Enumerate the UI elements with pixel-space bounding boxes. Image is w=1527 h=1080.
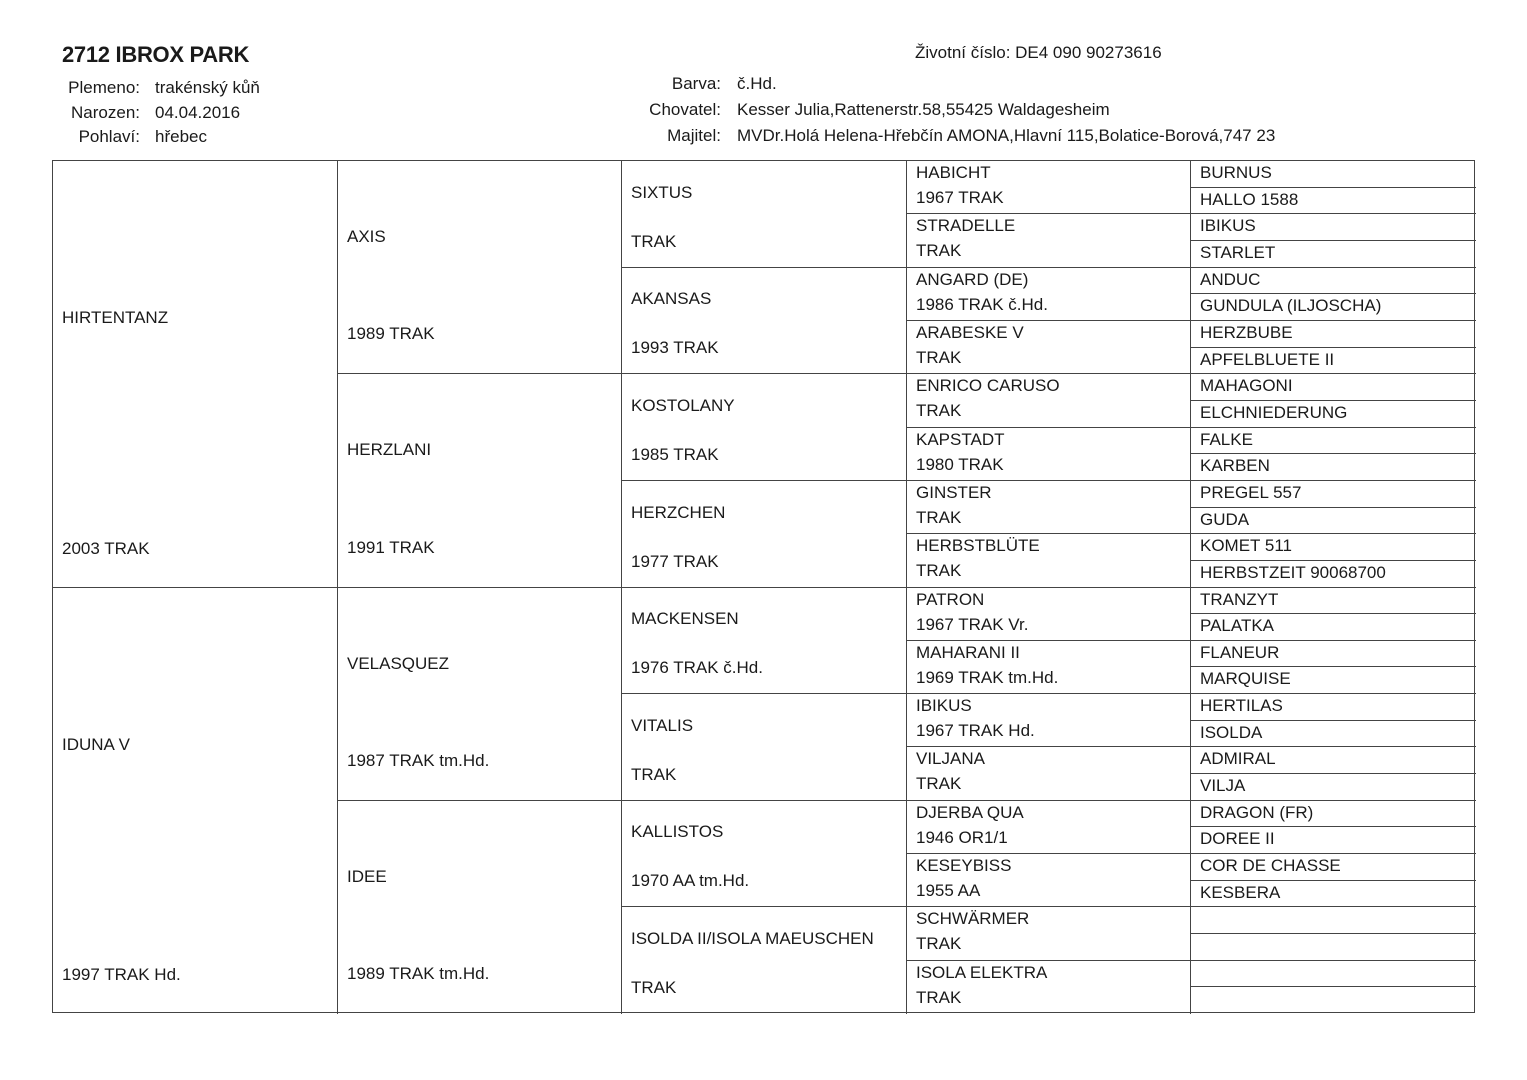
ancestor-gen5-cell (1191, 428, 1476, 454)
color-value: č.Hd. (737, 74, 777, 93)
ancestor-gen5-cell (1191, 961, 1476, 987)
ancestor-gen4-cell (907, 694, 1191, 747)
ancestor-gen2-cell (338, 374, 622, 588)
ancestor-gen5-cell (1191, 588, 1476, 614)
horse-detail: TRAK (631, 231, 677, 251)
horse-name: AXIS (347, 226, 386, 246)
ancestor-gen5-cell (1191, 827, 1476, 854)
ancestor-gen4-cell (907, 321, 1191, 374)
horse-detail: 1969 TRAK tm.Hd. (916, 667, 1059, 687)
ancestor-gen5-cell (1191, 321, 1476, 348)
horse-name: KESBERA (1200, 883, 1281, 902)
horse-detail: 1991 TRAK (347, 538, 435, 558)
horse-name: ISOLA ELEKTRA (916, 963, 1048, 982)
horse-detail: 1976 TRAK č.Hd. (631, 658, 763, 678)
owner-label: Majitel: (667, 126, 721, 145)
ancestor-gen5-cell (1191, 294, 1476, 321)
horse-name: KESEYBISS (916, 856, 1012, 875)
horse-name: MAHARANI II (916, 643, 1020, 662)
horse-detail: 1986 TRAK č.Hd. (916, 294, 1048, 314)
ancestor-gen5-cell (1191, 374, 1476, 401)
horse-name: ANDUC (1200, 270, 1261, 289)
horse-detail: 1980 TRAK (916, 454, 1004, 474)
ancestor-gen4-cell (907, 268, 1191, 321)
ancestor-gen4-cell (907, 374, 1191, 428)
ancestor-gen1-cell (53, 161, 338, 588)
ancestor-gen4-cell (907, 641, 1191, 694)
ancestor-gen5-cell (1191, 907, 1476, 934)
born-value: 04.04.2016 (155, 103, 241, 122)
ancestor-gen3-cell (622, 801, 907, 907)
horse-name: ISOLDA (1200, 723, 1263, 742)
ancestor-gen5-cell (1191, 881, 1476, 907)
horse-detail: 1946 OR1/1 (916, 827, 1008, 847)
horse-name: ELCHNIEDERUNG (1200, 403, 1348, 422)
ancestor-gen5-cell (1191, 534, 1476, 561)
horse-name: KOMET 511 (1200, 536, 1292, 555)
horse-detail: 1977 TRAK (631, 551, 719, 571)
ancestor-gen3-cell (622, 481, 907, 588)
horse-detail: 1970 AA tm.Hd. (631, 871, 750, 891)
owner-value: MVDr.Holá Helena-Hřebčín AMONA,Hlavní 115,Bolatice-Borová,747 23 (737, 126, 1276, 145)
ancestor-gen5-cell (1191, 667, 1476, 694)
horse-detail: 1967 TRAK Vr. (916, 614, 1029, 634)
horse-name: VILJA (1200, 776, 1246, 795)
horse-name: VITALIS (631, 715, 694, 735)
ancestor-gen5-cell (1191, 348, 1476, 374)
horse-name: ADMIRAL (1200, 749, 1276, 768)
ancestor-gen3-cell (622, 161, 907, 268)
horse-name: PATRON (916, 590, 985, 609)
color-label: Barva: (671, 74, 721, 93)
horse-name: PREGEL 557 (1200, 483, 1302, 502)
horse-name: KARBEN (1200, 456, 1270, 475)
ancestor-gen5-cell (1191, 508, 1476, 534)
ancestor-gen5-cell (1191, 268, 1476, 294)
horse-detail: TRAK (916, 561, 962, 580)
horse-name: IDEE (347, 866, 387, 886)
horse-name: HERZCHEN (631, 502, 726, 522)
horse-detail: TRAK (916, 934, 962, 953)
horse-detail: TRAK (916, 774, 962, 793)
horse-detail: 1997 TRAK Hd. (62, 964, 181, 984)
horse-name: HERTILAS (1200, 696, 1283, 715)
horse-name: VELASQUEZ (347, 653, 450, 673)
pedigree-table (52, 160, 1475, 1013)
horse-detail: TRAK (631, 764, 677, 784)
horse-detail: TRAK (916, 241, 962, 260)
ancestor-gen2-cell (338, 588, 622, 801)
horse-name: MAHAGONI (1200, 376, 1293, 395)
horse-name: IDUNA V (62, 734, 131, 754)
horse-detail: 1985 TRAK (631, 444, 719, 464)
ancestor-gen3-cell (622, 268, 907, 374)
horse-name: APFELBLUETE II (1200, 350, 1335, 369)
horse-detail: TRAK (916, 507, 962, 527)
horse-name: DJERBA QUA (916, 803, 1024, 822)
ancestor-gen5-cell (1191, 161, 1476, 188)
ancestor-gen4-cell (907, 588, 1191, 641)
ancestor-gen4-cell (907, 428, 1191, 481)
ancestor-gen5-cell (1191, 614, 1476, 641)
horse-name: FALKE (1200, 430, 1253, 449)
ancestor-gen5-cell (1191, 721, 1476, 747)
horse-name: HABICHT (916, 163, 991, 182)
ancestor-gen3-cell (622, 907, 907, 1014)
ancestor-gen5-cell (1191, 641, 1476, 667)
horse-name: KOSTOLANY (631, 395, 735, 415)
ancestor-gen4-cell (907, 534, 1191, 588)
horse-name: GINSTER (916, 483, 992, 502)
horse-name: COR DE CHASSE (1200, 856, 1341, 875)
horse-name: ANGARD (DE) (916, 270, 1029, 289)
ancestor-gen5-cell (1191, 694, 1476, 721)
horse-name: MACKENSEN (631, 609, 739, 629)
horse-detail: TRAK (916, 401, 962, 420)
horse-name: ISOLDA II/ISOLA MAEUSCHEN (631, 928, 874, 948)
ancestor-gen5-cell (1191, 241, 1476, 268)
horse-detail: 1955 AA (916, 880, 981, 900)
ancestor-gen4-cell (907, 747, 1191, 801)
horse-detail: 1989 TRAK tm.Hd. (347, 964, 490, 984)
ancestor-gen3-cell (622, 374, 907, 481)
ancestor-gen5-cell (1191, 561, 1476, 588)
ancestor-gen5-cell (1191, 854, 1476, 881)
ancestor-gen2-cell (338, 801, 622, 1014)
ancestor-gen1-cell (53, 588, 338, 1014)
ancestor-gen5-cell (1191, 747, 1476, 774)
horse-detail: 1967 TRAK (916, 187, 1004, 207)
horse-detail: TRAK (631, 977, 677, 997)
horse-name: SCHWÄRMER (916, 909, 1030, 928)
horse-name: STRADELLE (916, 216, 1016, 235)
horse-name: AKANSAS (631, 289, 712, 309)
breeder-label: Chovatel: (649, 100, 721, 119)
horse-name: KAPSTADT (916, 430, 1005, 449)
breeder-value: Kesser Julia,Rattenerstr.58,55425 Waldagesheim (737, 100, 1110, 119)
horse-detail: 2003 TRAK (62, 538, 150, 558)
horse-name: HALLO 1588 (1200, 190, 1299, 209)
born-label: Narozen: (71, 103, 140, 122)
horse-name: HERBSTZEIT 90068700 (1200, 563, 1386, 582)
horse-name: FLANEUR (1200, 643, 1280, 662)
horse-name: SIXTUS (631, 182, 693, 202)
breed-label: Plemeno: (68, 78, 140, 97)
ancestor-gen4-cell (907, 854, 1191, 907)
ancestor-gen5-cell (1191, 481, 1476, 508)
ancestor-gen3-cell (622, 588, 907, 694)
horse-name: IBIKUS (916, 696, 972, 715)
horse-detail: 1993 TRAK (631, 338, 719, 358)
horse-name: IBIKUS (1200, 216, 1256, 235)
sex-value: hřebec (155, 127, 207, 146)
horse-name: HIRTENTANZ (62, 307, 169, 327)
ancestor-gen5-cell (1191, 214, 1476, 241)
ancestor-gen5-cell (1191, 934, 1476, 961)
horse-name: STARLET (1200, 243, 1276, 262)
horse-name: DOREE II (1200, 829, 1275, 848)
horse-detail: TRAK (916, 347, 962, 367)
horse-title: 2712 IBROX PARK (62, 42, 250, 67)
horse-name: DRAGON (FR) (1200, 803, 1314, 822)
horse-detail: 1967 TRAK Hd. (916, 720, 1035, 740)
life-number: Životní číslo: DE4 090 90273616 (915, 43, 1162, 62)
horse-name: PALATKA (1200, 616, 1275, 635)
horse-name: HERZLANI (347, 440, 432, 460)
ancestor-gen5-cell (1191, 454, 1476, 481)
breed-value: trakénský kůň (155, 78, 260, 97)
ancestor-gen4-cell (907, 961, 1191, 1014)
ancestor-gen4-cell (907, 214, 1191, 268)
horse-name: BURNUS (1200, 163, 1272, 182)
horse-name: HERBSTBLÜTE (916, 536, 1040, 555)
ancestor-gen4-cell (907, 161, 1191, 214)
ancestor-gen3-cell (622, 694, 907, 801)
ancestor-gen5-cell (1191, 401, 1476, 428)
horse-detail: TRAK (916, 987, 962, 1007)
ancestor-gen4-cell (907, 801, 1191, 854)
ancestor-gen5-cell (1191, 188, 1476, 214)
horse-name: VILJANA (916, 749, 985, 768)
horse-name: ENRICO CARUSO (916, 376, 1060, 395)
ancestor-gen5-cell (1191, 801, 1476, 827)
horse-name: GUNDULA (ILJOSCHA) (1200, 296, 1382, 315)
horse-name: ARABESKE V (916, 323, 1024, 342)
horse-name: KALLISTOS (631, 822, 724, 842)
horse-detail: 1987 TRAK tm.Hd. (347, 751, 490, 771)
sex-label: Pohlaví: (78, 127, 140, 146)
ancestor-gen5-cell (1191, 987, 1476, 1014)
ancestor-gen4-cell (907, 481, 1191, 534)
horse-name: MARQUISE (1200, 669, 1291, 688)
ancestor-gen4-cell (907, 907, 1191, 961)
ancestor-gen5-cell (1191, 774, 1476, 801)
horse-name: TRANZYT (1200, 590, 1279, 609)
ancestor-gen2-cell (338, 161, 622, 374)
horse-name: GUDA (1200, 510, 1250, 529)
horse-detail: 1989 TRAK (347, 324, 435, 344)
horse-name: HERZBUBE (1200, 323, 1293, 342)
